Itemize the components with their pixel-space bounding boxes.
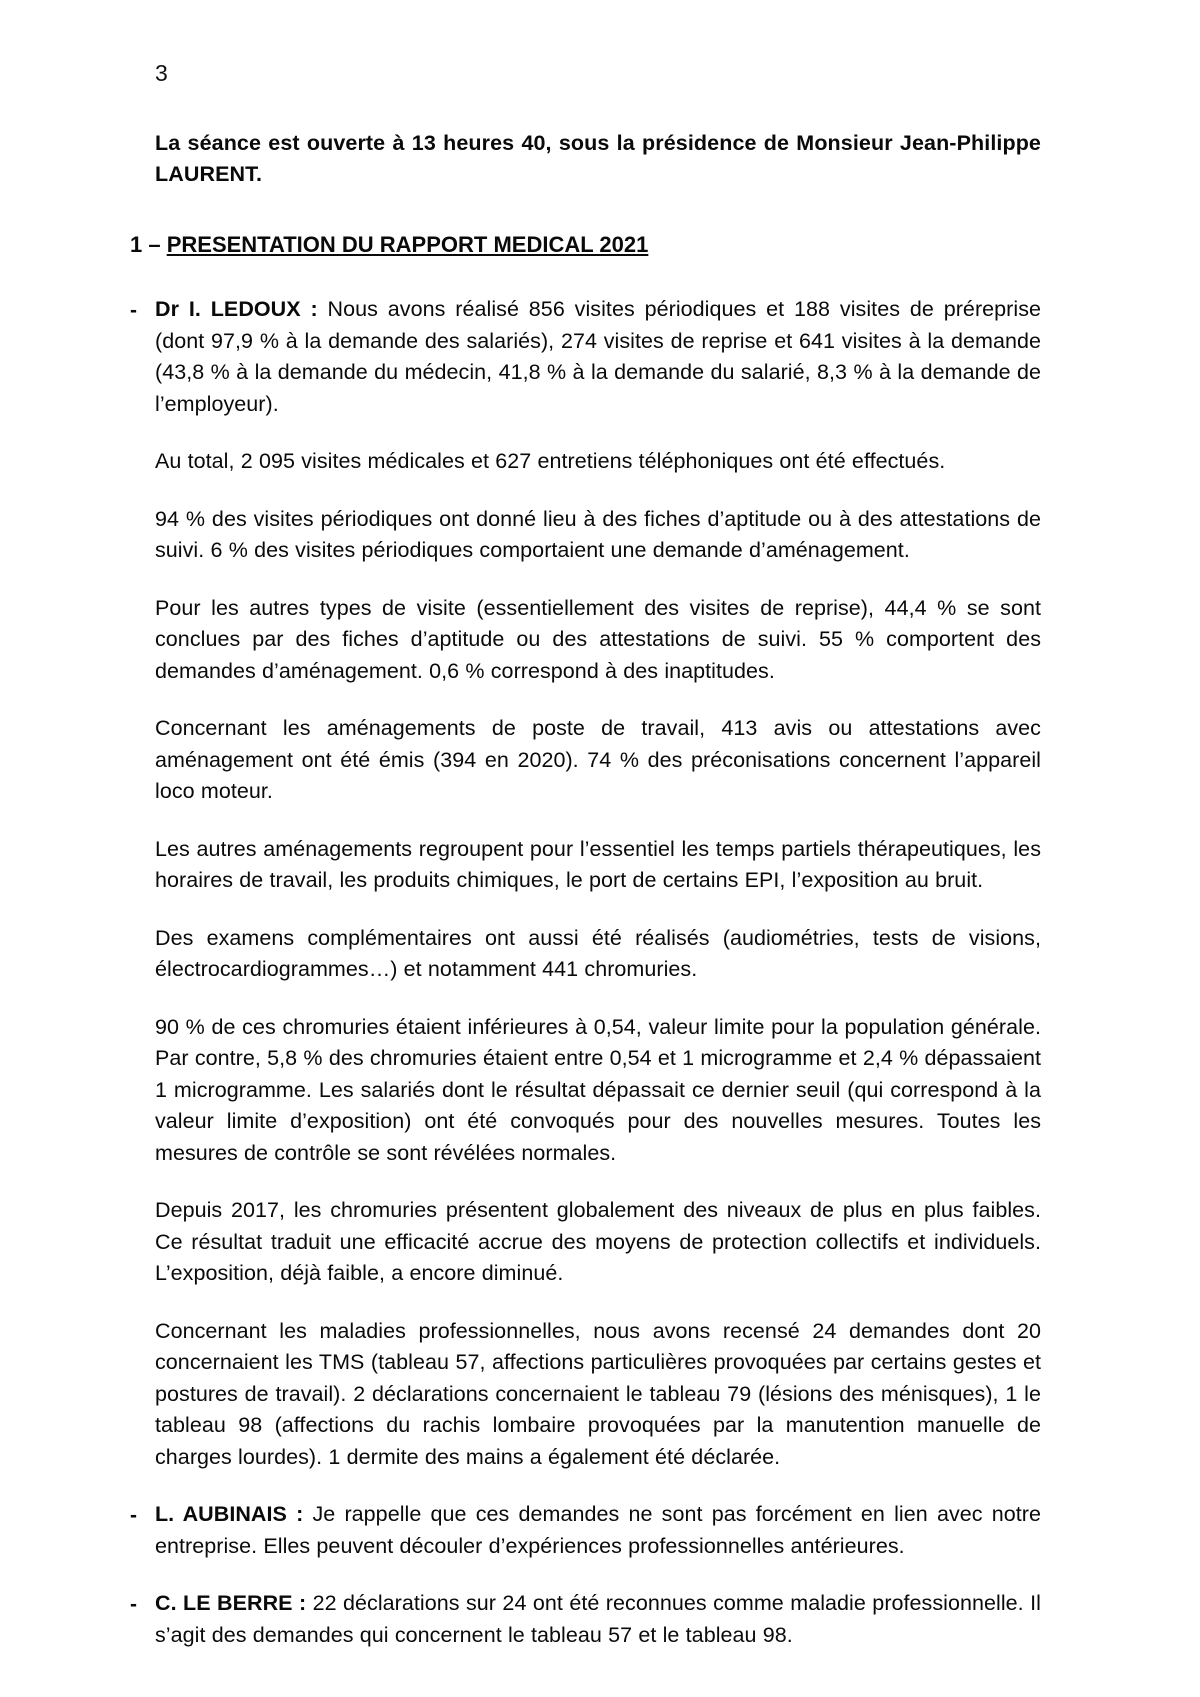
paragraph: 90 % de ces chromuries étaient inférieures à 0,54, valeur limite pour la population générale. Par contre, 5,8 % des chromuries étaient entre 0,54 et 1 microgramme et 2,4 % dépassaient 1 microgramme. Les salariés dont le résultat dépassait ce dernier seuil (qui correspond à la valeur limite d’exposition) ont été convoqués pour des nouvelles mesures. Toutes les mesures de contrôle se sont révélées normales. <box>155 1014 1041 1165</box>
paragraph: Depuis 2017, les chromuries présentent globalement des niveaux de plus en plus faibles. Ce résultat traduit une efficacité accrue des moyens de protection collectifs et individuels. L’exposition, déjà faible, a encore diminué. <box>155 1198 1041 1285</box>
paragraph-text: Nous avons réalisé 856 visites périodiques et 188 visites de préreprise (dont 97,9 % à la demande des salariés), 274 visites de reprise et 641 visites à la demande (43,8 % à la demande du médecin, 41,8 % à la demande du salarié, 8,3 % à la demande de l’employeur). <box>155 297 1042 416</box>
intervention-aubinais <box>130 1499 1041 1562</box>
page-number: 3 <box>155 60 168 86</box>
speaker-name: C. LE BERRE : <box>155 1591 307 1615</box>
bullet-dash: - <box>130 1504 137 1527</box>
paragraph-text: 22 déclarations sur 24 ont été reconnues comme maladie professionnelle. Il s’agit des demandes qui concernent le tableau 57 et le tableau 98. <box>155 1591 1041 1647</box>
paragraph: Les autres aménagements regroupent pour l’essentiel les temps partiels thérapeutiques, les horaires de travail, les produits chimiques, le port de certains EPI, l’exposition au bruit. <box>155 836 1041 892</box>
opening-statement: La séance est ouverte à 13 heures 40, sous la présidence de Monsieur Jean-Philippe LAURENT. <box>155 131 1041 186</box>
intervention-ledoux <box>130 294 1042 1473</box>
speaker-name: Dr I. LEDOUX : <box>155 297 318 321</box>
document-body <box>130 128 1042 1677</box>
intervention-le-berre <box>130 1588 1041 1651</box>
paragraph <box>155 1588 1041 1651</box>
paragraph: Concernant les aménagements de poste de travail, 413 avis ou attestations avec aménagement ont été émis (394 en 2020). 74 % des préconisations concernent l’appareil loco moteur. <box>155 716 1041 803</box>
section-number: 1 – <box>130 232 167 257</box>
paragraph: Concernant les maladies professionnelles, nous avons recensé 24 demandes dont 20 concernaient les TMS (tableau 57, affections particulières provoquées par certains gestes et postures de travail). 2 déclarations concernaient le tableau 79 (lésions des ménisques), 1 le tableau 98 (affections du rachis lombaire provoquées par la manutention manuelle de charges lourdes). 1 dermite des mains a également été déclarée. <box>155 1318 1041 1469</box>
section-title: PRESENTATION DU RAPPORT MEDICAL 2021 <box>166 232 649 257</box>
bullet-dash: - <box>130 1593 137 1616</box>
paragraph: Au total, 2 095 visites médicales et 627 entretiens téléphoniques ont été effectués. <box>155 449 946 473</box>
section-heading <box>130 230 1016 260</box>
paragraph <box>155 294 1041 420</box>
paragraph <box>155 1499 1041 1562</box>
paragraph: 94 % des visites périodiques ont donné lieu à des fiches d’aptitude ou à des attestations de suivi. 6 % des visites périodiques comportaient une demande d’aménagement. <box>155 506 1041 562</box>
paragraph: Des examens complémentaires ont aussi été réalisés (audiométries, tests de visions, électrocardiogrammes…) et notamment 441 chromuries. <box>155 925 1041 981</box>
paragraph-text: Je rappelle que ces demandes ne sont pas forcément en lien avec notre entreprise. Elles peuvent découler d’expériences professionnelles antérieures. <box>155 1502 1041 1558</box>
bullet-dash: - <box>130 299 137 322</box>
paragraph: Pour les autres types de visite (essentiellement des visites de reprise), 44,4 % se sont conclues par des fiches d’aptitude ou des attestations de suivi. 55 % comportent des demandes d’aménagement. 0,6 % correspond à des inaptitudes. <box>155 595 1041 683</box>
speaker-name: L. AUBINAIS : <box>155 1502 304 1526</box>
